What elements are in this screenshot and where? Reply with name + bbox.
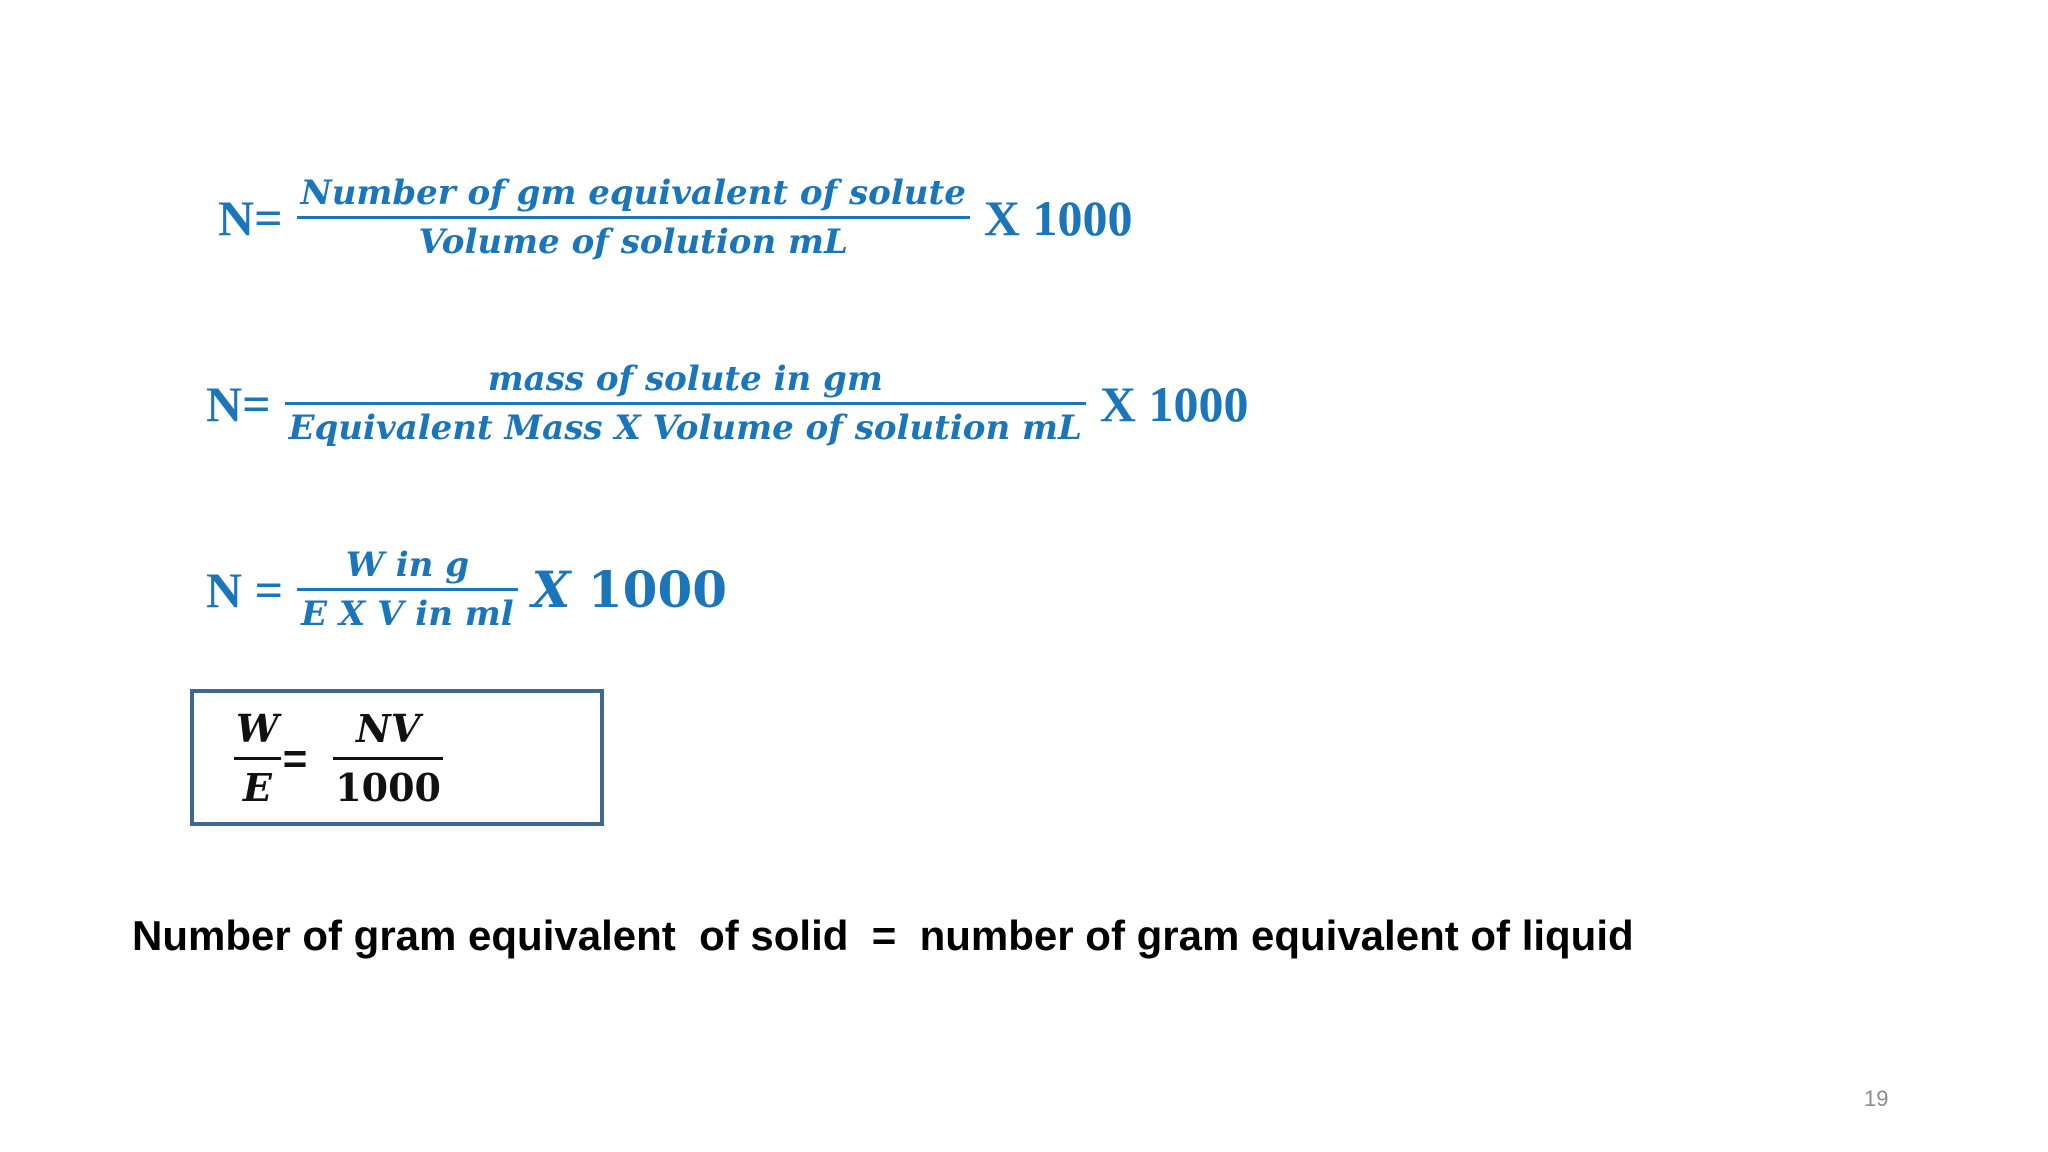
formula-multiplier	[532, 560, 727, 619]
boxed-formula	[190, 689, 604, 826]
left-denominator: E	[242, 765, 272, 810]
fraction-denominator: Volume of solution mL	[418, 222, 848, 262]
fraction-numerator: mass of solute in gm	[487, 359, 883, 399]
page-number: 19	[1864, 1086, 1889, 1111]
right-denominator: 1000	[335, 765, 441, 810]
formula-lhs: N =	[206, 561, 284, 618]
boxed-equation	[234, 701, 443, 816]
normality-formula-3	[206, 542, 727, 637]
fraction-denominator: E X V in ml	[301, 594, 514, 634]
formula-multiplier: X 1000	[1099, 375, 1249, 432]
fraction-numerator: W in g	[345, 545, 470, 585]
left-fraction	[234, 701, 281, 816]
formula-fraction	[297, 542, 518, 637]
equivalence-statement: Number of gram equivalent of solid = number of gram equivalent of liquid	[132, 912, 1634, 959]
fraction-denominator: Equivalent Mass X Volume of solution mL	[288, 408, 1082, 448]
right-numerator: NV	[355, 706, 421, 751]
right-fraction	[333, 701, 443, 816]
multiply-symbol: X	[531, 560, 571, 619]
formula-fraction	[285, 356, 1086, 451]
formula-lhs: N=	[218, 189, 283, 246]
equals-sign: =	[282, 734, 308, 782]
formula-multiplier: X 1000	[983, 189, 1133, 246]
normality-formula-2	[206, 356, 1249, 451]
left-numerator: W	[236, 706, 279, 751]
normality-formula-1	[218, 170, 1132, 265]
fraction-numerator: Number of gm equivalent of solute	[300, 173, 966, 213]
formula-fraction	[297, 170, 970, 265]
multiplier-value: 1000	[587, 560, 728, 619]
formula-lhs: N=	[206, 375, 271, 432]
